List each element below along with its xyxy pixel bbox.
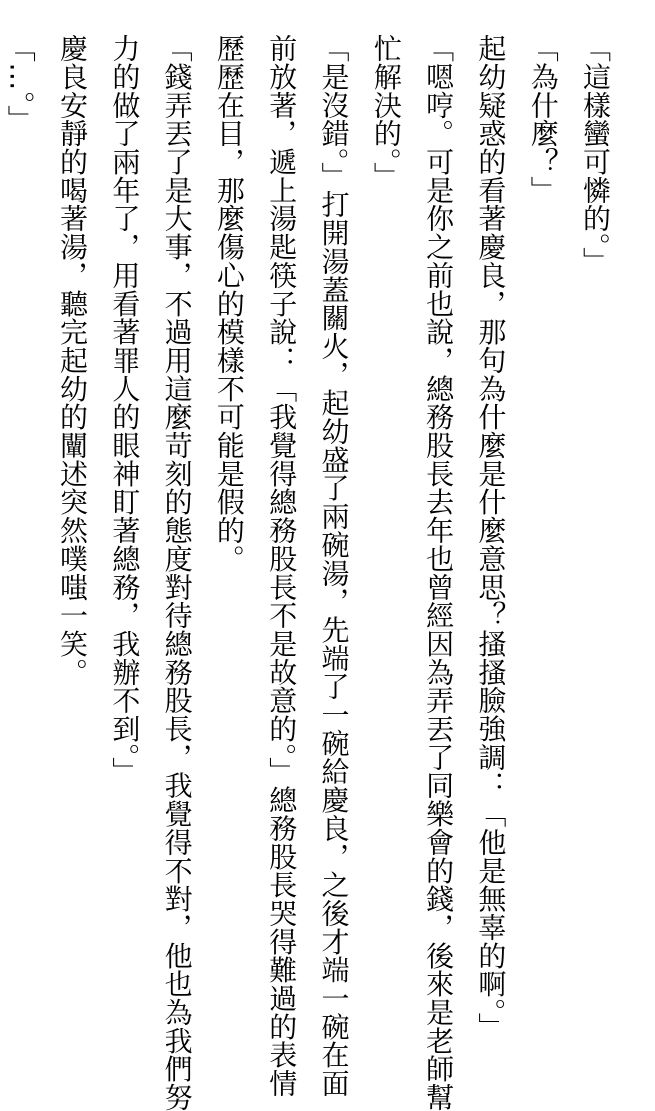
text-line: 「…。」 — [3, 34, 37, 134]
text-line: 忙解決的。」 — [369, 34, 403, 191]
text-line: 「是沒錯。」打開湯蓋關火，起幼盛了兩碗湯，先端了一碗給慶良，之後才端一碗在面 — [317, 34, 351, 1098]
text-line: 前放著，遞上湯匙筷子說：「我覺得總務股長不是故意的。」總務股長哭得難過的表情 — [265, 34, 299, 1098]
text-line: 慶良安靜的喝著湯，聽完起幼的闡述突然噗嗤一笑。 — [56, 34, 90, 687]
text-line: 「嗯哼。可是你之前也說，總務股長去年也曾經因為弄丟了同樂會的錢，後來是老師幫 — [422, 34, 456, 1111]
text-line: 「錢弄丟了是大事，不過用這麼苛刻的態度對待總務股長，我覺得不對，他也為我們努 — [160, 34, 194, 1111]
text-line: 「這樣蠻可憐的。」 — [579, 34, 612, 276]
vertical-text-body — [0, 34, 621, 1111]
text-line: 「為什麼？」 — [526, 34, 560, 205]
text-line: 力的做了兩年了，用看著罪人的眼神盯著總務，我辦不到。」 — [108, 34, 142, 786]
text-line: 歷歷在目，那麼傷心的模樣不可能是假的。 — [212, 34, 246, 573]
text-line: 起幼疑惑的看著慶良，那句為什麼是什麼意思？搔搔臉強調：「他是無辜的啊。」 — [474, 34, 508, 1041]
